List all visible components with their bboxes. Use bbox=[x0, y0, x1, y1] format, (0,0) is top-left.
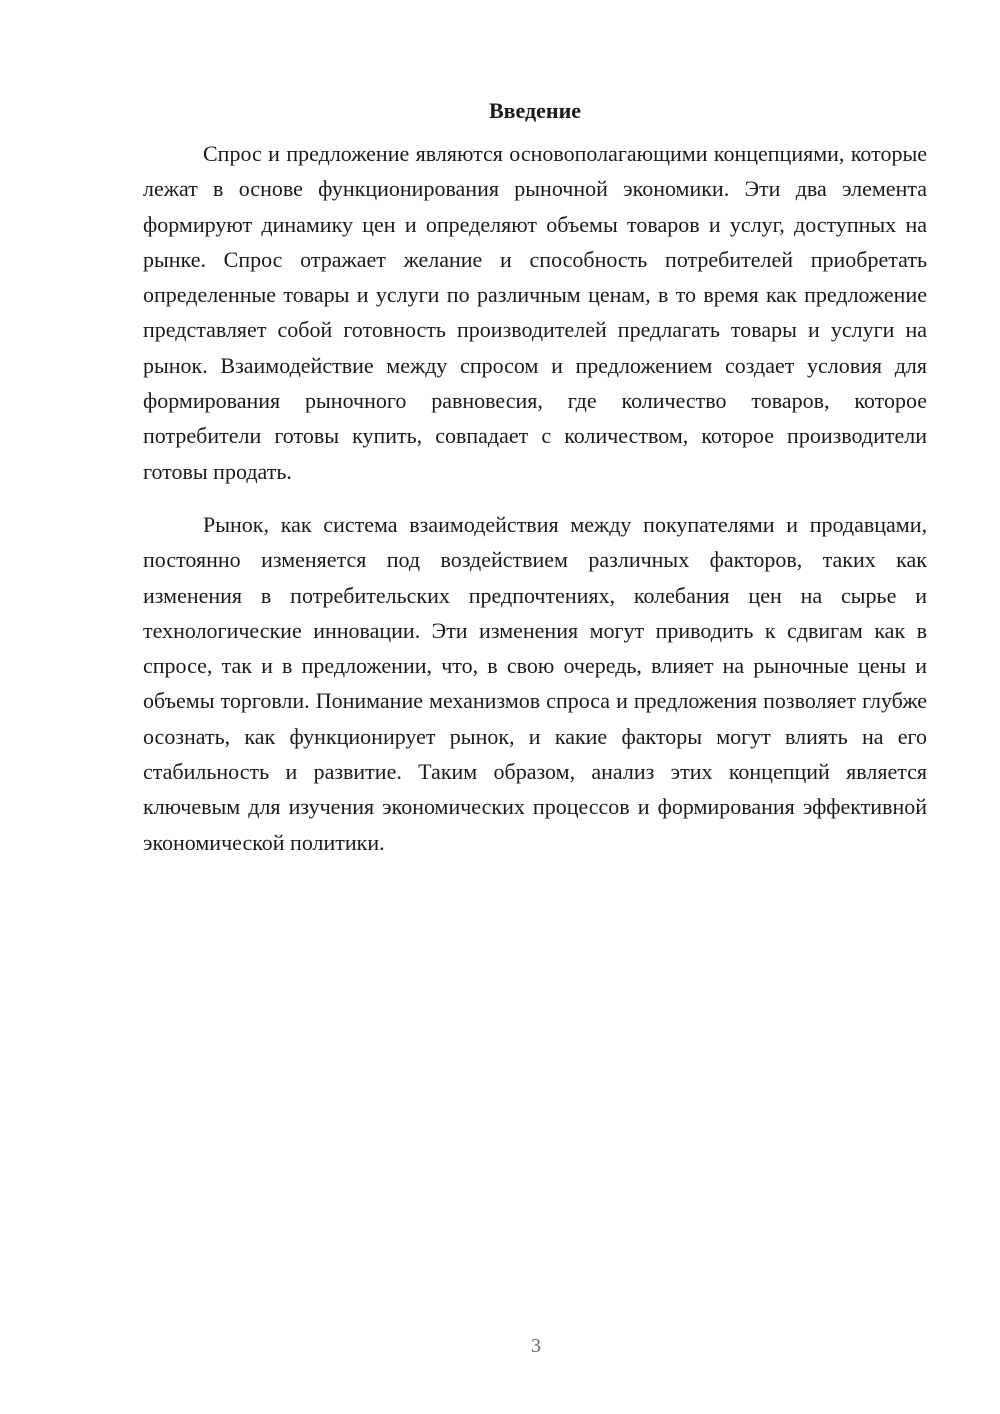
document-page bbox=[143, 96, 927, 860]
section-title: Введение bbox=[488, 98, 582, 123]
paragraph-1: Спрос и предложение являются основополагающими концепциями, которые лежат в основе функционирования рыночной экономики. Эти два элемента формируют динамику цен и определяют объемы товаров и услуг, доступных на рынке. Спрос отражает желание и способность потребителей приобретать определенные товары и услуги по различным ценам, в то время как предложение представляет собой готовность производителей предлагать товары и услуги на рынок. Взаимодействие между спросом и предложением создает условия для формирования рыночного равновесия, где количество товаров, которое потребители готовы купить, совпадает с количеством, которое производители готовы продать. bbox=[143, 141, 927, 484]
page-number: 3 bbox=[531, 1335, 541, 1357]
paragraph-2: Рынок, как система взаимодействия между покупателями и продавцами, постоянно изменяется под воздействием различных факторов, таких как изменения в потребительских предпочтениях, колебания цен на сырье и технологические инновации. Эти изменения могут приводить к сдвигам как в спросе, так и в предложении, что, в свою очередь, влияет на рыночные цены и объемы торговли. Понимание механизмов спроса и предложения позволяет глубже осознать, как функционирует рынок, и какие факторы могут влиять на его стабильность и развитие. Таким образом, анализ этих концепций является ключевым для изучения экономических процессов и формирования эффективной экономической политики. bbox=[143, 511, 927, 855]
